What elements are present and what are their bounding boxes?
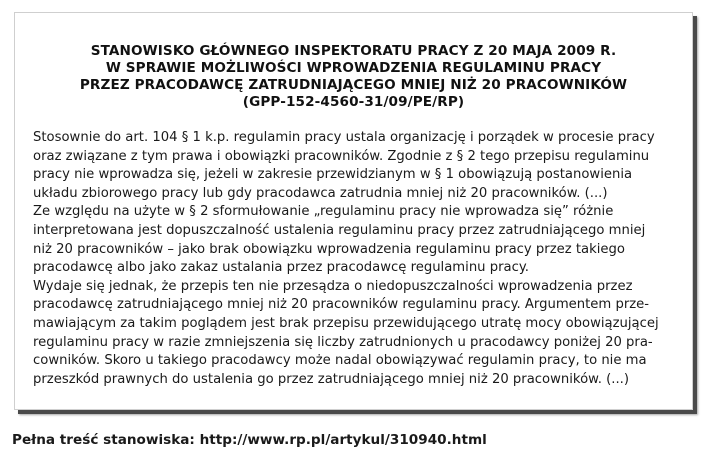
body-line: pracodawcę zatrudniającego mniej niż 20 pracowników regulaminu pracy. Argumentem prze-	[33, 297, 650, 313]
body-line: Ze względu na użyte w § 2 sformułowanie „regulaminu pracy nie wprowadza się” różnie	[33, 204, 614, 220]
body-line: przeszkód prawnych do ustalenia go przez zatrudniającego mniej niż 20 pracowników. (...)	[33, 371, 629, 387]
body-line: regulaminu pracy w razie zmniejszenia się liczby zatrudnionych u pracodawcy poniżej 20 pra-	[33, 334, 653, 350]
statement-body	[33, 129, 683, 389]
body-line: Stosownie do art. 104 § 1 k.p. regulamin pracy ustala organizację i porządek w procesie pracy	[33, 130, 655, 145]
body-line: cowników. Skoro u takiego pracodawcy może nadal obowiązywać regulamin pracy, to nie ma	[33, 353, 647, 369]
body-line: mawiającym za takim poglądem jest brak przepisu przewidującego utratę mocy obowiązującej	[33, 315, 659, 331]
body-line: niż 20 pracowników – jako brak obowiązku wprowadzenia regulaminu pracy przez takiego	[33, 241, 625, 257]
body-line: interpretowana jest dopuszczalność ustalenia regulaminu pracy przez zatrudniającego mniej	[33, 222, 646, 238]
body-line: układu zbiorowego pracy lub gdy pracodawca zatrudnia mniej niż 20 pracowników. (...)	[33, 185, 608, 201]
heading-line: STANOWISKO GŁÓWNEGO INSPEKTORATU PRACY Z 20 MAJA 2009 R.	[90, 43, 617, 59]
statement-box	[14, 12, 693, 410]
body-line: Wydaje się jednak, że przepis ten nie przesądza o niedopuszczalności wprowadzenia przez	[33, 278, 633, 294]
heading-line: W SPRAWIE MOŻLIWOŚCI WPROWADZENIA REGULAMINU PRACY	[105, 60, 602, 76]
body-line: oraz związane z tym prawa i obowiązki pracowników. Zgodnie z § 2 tego przepisu regulaminu	[33, 148, 650, 164]
body-line: pracy nie wprowadza się, jeżeli w zakresie przewidzianym w § 1 obowiązują postanowienia	[33, 167, 633, 183]
source-footer: Pełna treść stanowiska: http://www.rp.pl/artykul/310940.html	[12, 432, 487, 448]
heading-line: PRZEZ PRACODAWCĘ ZATRUDNIAJĄCEGO MNIEJ NIŻ 20 PRACOWNIKÓW	[79, 77, 628, 93]
statement-heading	[15, 43, 692, 111]
body-line: pracodawcę albo jako zakaz ustalania przez pracodawcę regulaminu pracy.	[33, 260, 529, 276]
heading-reference: (GPP-152-4560-31/09/PE/RP)	[242, 94, 465, 110]
